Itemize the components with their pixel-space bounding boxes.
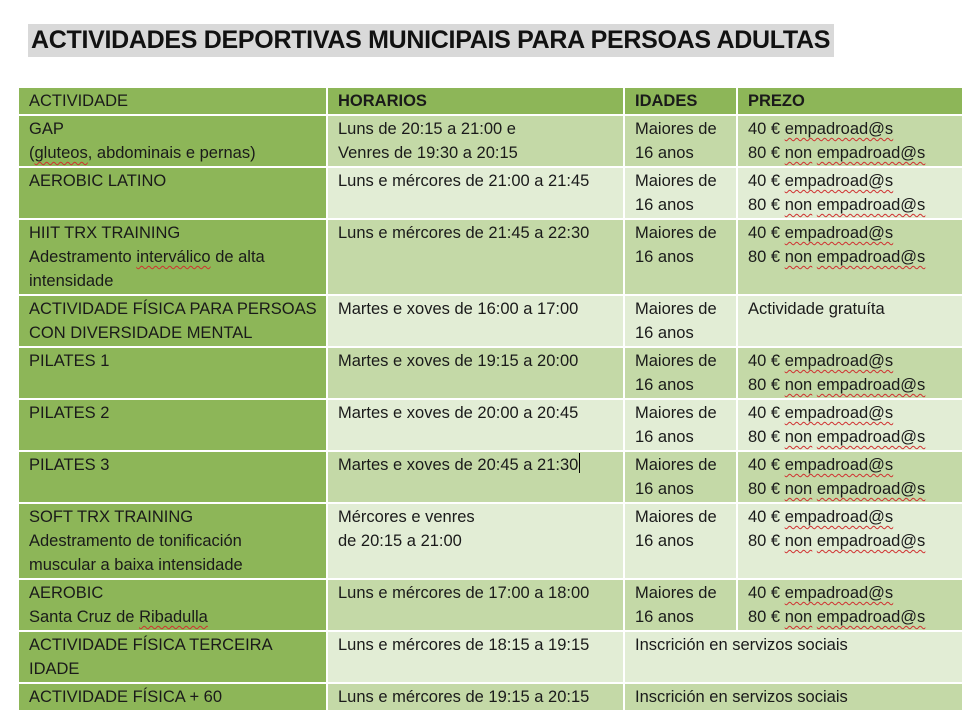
price-text: 40 € xyxy=(748,404,785,422)
age-text: 16 anos xyxy=(635,376,694,394)
schedule-cell xyxy=(327,579,624,631)
age-cell xyxy=(624,295,737,347)
age-cell xyxy=(624,167,737,219)
schedule-text: Luns e mércores de 18:15 a 19:15 xyxy=(338,636,590,654)
activity-name: IDADE xyxy=(29,660,80,678)
activity-name: SOFT TRX TRAINING xyxy=(29,508,194,526)
activity-cell xyxy=(19,579,327,631)
price-text: empadroad@s xyxy=(784,404,894,422)
table-row xyxy=(19,399,963,451)
table-row xyxy=(19,167,963,219)
age-text: 16 anos xyxy=(635,480,694,498)
price-free: Actividade gratuíta xyxy=(748,300,885,318)
schedule-cell xyxy=(327,295,624,347)
page-title: ACTIVIDADES DEPORTIVAS MUNICIPAIS PARA PERSOAS ADULTAS xyxy=(31,26,831,54)
schedule-cell xyxy=(327,347,624,399)
schedule-cell xyxy=(327,683,624,711)
schedule-text: Luns e mércores de 21:00 a 21:45 xyxy=(338,172,590,190)
age-cell xyxy=(624,579,737,631)
price-text: empadroad@s xyxy=(784,352,894,370)
activity-cell xyxy=(19,451,327,503)
price-text: empadroad@s xyxy=(784,584,894,602)
text-cursor xyxy=(579,453,580,473)
activity-desc-text: Adestramento xyxy=(29,248,137,266)
activity-name: CON DIVERSIDADE MENTAL xyxy=(29,324,253,342)
price-cell xyxy=(737,115,963,167)
age-text: 16 anos xyxy=(635,248,694,266)
activity-name: HIIT TRX TRAINING xyxy=(29,224,181,242)
age-text: 16 anos xyxy=(635,428,694,446)
price-text: empadroad@s xyxy=(784,224,894,242)
activity-name: ACTIVIDADE FÍSICA TERCEIRA xyxy=(29,636,273,654)
price-text: non xyxy=(784,248,813,266)
price-text: empadroad@s xyxy=(784,456,894,474)
price-text: 80 € xyxy=(748,532,785,550)
price-resident xyxy=(748,401,952,425)
activity-name: ACTIVIDADE FÍSICA PARA PERSOAS xyxy=(29,300,317,318)
age-text: 16 anos xyxy=(635,532,694,550)
price-cell xyxy=(737,399,963,451)
age-text: 16 anos xyxy=(635,324,694,342)
price-text: non xyxy=(784,480,813,498)
age-text: 16 anos xyxy=(635,144,694,162)
activity-name: PILATES 3 xyxy=(29,456,110,474)
activities-table xyxy=(19,88,964,712)
schedule-text: Martes e xoves de 19:15 a 20:00 xyxy=(338,352,579,370)
price-cell xyxy=(737,503,963,579)
age-cell xyxy=(624,451,737,503)
schedule-cell xyxy=(327,219,624,295)
activity-cell xyxy=(19,115,327,167)
price-resident xyxy=(748,169,952,193)
price-nonresident xyxy=(748,529,952,553)
schedule-cell xyxy=(327,167,624,219)
schedule-text: Venres de 19:30 a 20:15 xyxy=(338,144,518,162)
schedule-text: Luns e mércores de 21:45 a 22:30 xyxy=(338,224,590,242)
activity-desc: intensidade xyxy=(29,272,114,290)
activity-cell xyxy=(19,399,327,451)
price-text: 40 € xyxy=(748,352,785,370)
schedule-line xyxy=(338,453,613,477)
price-nonresident xyxy=(748,373,952,397)
age-cell xyxy=(624,219,737,295)
activity-name: PILATES 1 xyxy=(29,352,110,370)
header-horarios: HORARIOS xyxy=(327,88,624,115)
schedule-cell[interactable] xyxy=(327,451,624,503)
price-text: 40 € xyxy=(748,508,785,526)
table-row xyxy=(19,451,963,503)
table-row xyxy=(19,503,963,579)
price-text: 80 € xyxy=(748,248,785,266)
age-cell xyxy=(624,347,737,399)
activity-name: AEROBIC LATINO xyxy=(29,172,167,190)
activity-desc: muscular a baixa intensidade xyxy=(29,556,243,574)
activity-cell xyxy=(19,503,327,579)
activity-desc xyxy=(29,245,316,269)
activity-desc-text: Ribadulla xyxy=(139,608,208,626)
price-resident xyxy=(748,453,952,477)
price-nonresident xyxy=(748,141,952,165)
price-text: empadroad@s xyxy=(816,480,926,498)
price-text: empadroad@s xyxy=(816,532,926,550)
price-cell xyxy=(737,167,963,219)
price-text: non xyxy=(784,196,813,214)
price-text: 40 € xyxy=(748,224,785,242)
price-cell xyxy=(737,579,963,631)
schedule-text: Luns de 20:15 a 21:00 e xyxy=(338,120,516,138)
table-row xyxy=(19,579,963,631)
price-cell xyxy=(737,219,963,295)
age-text: Maiores de xyxy=(635,508,717,526)
price-nonresident xyxy=(748,245,952,269)
price-resident xyxy=(748,117,952,141)
activity-desc-text: interválico xyxy=(136,248,211,266)
activity-desc-text: Santa Cruz de xyxy=(29,608,140,626)
schedule-text: Mércores e venres xyxy=(338,508,475,526)
activity-name: PILATES 2 xyxy=(29,404,110,422)
price-text: 40 € xyxy=(748,172,785,190)
price-text: 80 € xyxy=(748,196,785,214)
activity-cell xyxy=(19,683,327,711)
registration-cell xyxy=(624,683,963,711)
price-text: empadroad@s xyxy=(784,508,894,526)
age-text: 16 anos xyxy=(635,608,694,626)
age-text: Maiores de xyxy=(635,120,717,138)
schedule-cell xyxy=(327,503,624,579)
age-text: Maiores de xyxy=(635,172,717,190)
schedule-text: Martes e xoves de 20:45 a 21:30 xyxy=(338,456,579,474)
price-text: 40 € xyxy=(748,120,785,138)
activity-desc: Adestramento de tonificación xyxy=(29,532,242,550)
price-cell xyxy=(737,295,963,347)
activity-location xyxy=(29,605,316,629)
header-actividade: ACTIVIDADE xyxy=(19,88,327,115)
price-text: 40 € xyxy=(748,456,785,474)
schedule-cell xyxy=(327,399,624,451)
age-text: Maiores de xyxy=(635,300,717,318)
age-cell xyxy=(624,399,737,451)
table-row xyxy=(19,295,963,347)
age-cell xyxy=(624,503,737,579)
price-nonresident xyxy=(748,605,952,629)
price-text: empadroad@s xyxy=(816,428,926,446)
price-text: non xyxy=(784,144,813,162)
price-text: non xyxy=(784,532,813,550)
price-nonresident xyxy=(748,193,952,217)
price-text: non xyxy=(784,428,813,446)
header-idades: IDADES xyxy=(624,88,737,115)
schedule-text: de 20:15 a 21:00 xyxy=(338,532,462,550)
price-text: empadroad@s xyxy=(784,120,894,138)
table-row xyxy=(19,115,963,167)
price-text: 40 € xyxy=(748,584,785,602)
age-text: 16 anos xyxy=(635,196,694,214)
title-highlight xyxy=(28,24,834,57)
activity-cell xyxy=(19,167,327,219)
table-row xyxy=(19,347,963,399)
price-resident xyxy=(748,221,952,245)
activity-cell xyxy=(19,295,327,347)
table-row xyxy=(19,631,963,683)
price-text: 80 € xyxy=(748,480,785,498)
header-prezo: PREZO xyxy=(737,88,963,115)
price-text: empadroad@s xyxy=(816,196,926,214)
price-resident xyxy=(748,581,952,605)
price-text: empadroad@s xyxy=(784,172,894,190)
schedule-cell xyxy=(327,115,624,167)
age-cell xyxy=(624,115,737,167)
price-cell xyxy=(737,451,963,503)
activity-desc-text: gluteos xyxy=(34,144,88,162)
price-cell xyxy=(737,347,963,399)
price-resident xyxy=(748,349,952,373)
price-text: empadroad@s xyxy=(816,608,926,626)
price-nonresident xyxy=(748,425,952,449)
price-text: non xyxy=(784,608,813,626)
activity-desc xyxy=(29,141,316,165)
schedule-cell xyxy=(327,631,624,683)
age-text: Maiores de xyxy=(635,404,717,422)
registration-text: Inscrición en servizos sociais xyxy=(635,636,848,654)
activity-desc-text: ( xyxy=(29,144,35,162)
activity-name: AEROBIC xyxy=(29,584,104,602)
age-text: Maiores de xyxy=(635,584,717,602)
table-header-row xyxy=(19,88,963,115)
price-text: non xyxy=(784,376,813,394)
price-resident xyxy=(748,505,952,529)
activity-cell xyxy=(19,631,327,683)
schedule-text: Luns e mércores de 17:00 a 18:00 xyxy=(338,584,590,602)
activity-cell xyxy=(19,347,327,399)
activity-cell xyxy=(19,219,327,295)
price-text: empadroad@s xyxy=(816,376,926,394)
schedule-text: Martes e xoves de 16:00 a 17:00 xyxy=(338,300,579,318)
price-text: empadroad@s xyxy=(816,248,926,266)
activity-desc-text: de alta xyxy=(210,248,265,266)
registration-text: Inscrición en servizos sociais xyxy=(635,688,848,706)
table-row xyxy=(19,683,963,711)
schedule-text: Luns e mércores de 19:15 a 20:15 xyxy=(338,688,590,706)
price-nonresident xyxy=(748,477,952,501)
price-text: 80 € xyxy=(748,144,785,162)
activity-name: GAP xyxy=(29,120,64,138)
age-text: Maiores de xyxy=(635,224,717,242)
price-text: 80 € xyxy=(748,608,785,626)
price-text: 80 € xyxy=(748,428,785,446)
registration-cell xyxy=(624,631,963,683)
activity-desc-text: , abdominais e pernas) xyxy=(87,144,256,162)
table-row xyxy=(19,219,963,295)
schedule-text: Martes e xoves de 20:00 a 20:45 xyxy=(338,404,579,422)
price-text: 80 € xyxy=(748,376,785,394)
age-text: Maiores de xyxy=(635,456,717,474)
price-text: empadroad@s xyxy=(816,144,926,162)
age-text: Maiores de xyxy=(635,352,717,370)
activity-name: ACTIVIDADE FÍSICA + 60 xyxy=(29,688,223,706)
